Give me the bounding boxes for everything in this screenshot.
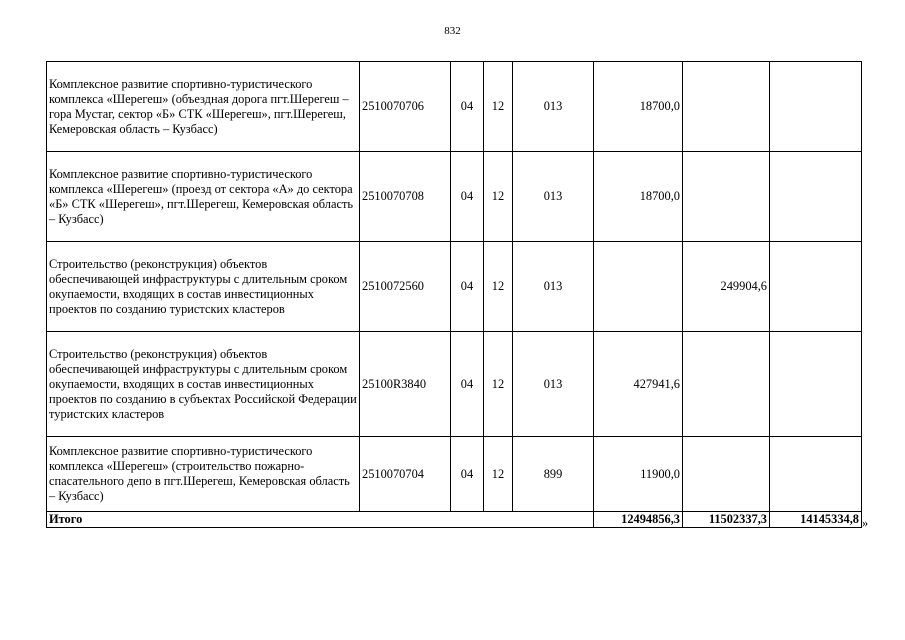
row-amount-year3: [770, 62, 862, 152]
row-name: Комплексное развитие спортивно-туристического комплекса «Шерегеш» (объездная дорога пгт.Шерегеш – гора Мустаг, сектор «Б» СТК «Шерегеш», пгт.Шерегеш, Кемеровская область – Кузбасс): [47, 62, 360, 152]
row-amount-year2: [683, 62, 770, 152]
total-year1: 12494856,3: [594, 512, 683, 528]
row-amount-year3: [770, 437, 862, 512]
row-subsection: 12: [484, 62, 513, 152]
table-row: [47, 332, 862, 437]
row-amount-year3: [770, 152, 862, 242]
row-section: 04: [451, 62, 484, 152]
row-code: 2510070704: [360, 437, 451, 512]
total-label: Итого: [47, 512, 594, 528]
row-amount-year2: [683, 437, 770, 512]
closing-quote: »: [862, 516, 869, 530]
row-name: Комплексное развитие спортивно-туристического комплекса «Шерегеш» (проезд от сектора «А» до сектора «Б» СТК «Шерегеш», пгт.Шерегеш, Кемеровская область – Кузбасс): [47, 152, 360, 242]
budget-table: [46, 61, 862, 528]
table-row: [47, 242, 862, 332]
row-subsection: 12: [484, 152, 513, 242]
row-code: 25100R3840: [360, 332, 451, 437]
row-amount-year1: 18700,0: [594, 62, 683, 152]
row-amount-year3: [770, 332, 862, 437]
row-amount-year2: 249904,6: [683, 242, 770, 332]
row-subsection: 12: [484, 242, 513, 332]
row-amount-year1: 18700,0: [594, 152, 683, 242]
total-year3: 14145334,8: [770, 512, 862, 528]
row-expense-type: 013: [513, 332, 594, 437]
row-expense-type: 013: [513, 242, 594, 332]
row-amount-year3: [770, 242, 862, 332]
page-number: 832: [444, 25, 461, 37]
row-section: 04: [451, 152, 484, 242]
row-code: 2510072560: [360, 242, 451, 332]
row-expense-type: 013: [513, 62, 594, 152]
row-amount-year1: [594, 242, 683, 332]
row-subsection: 12: [484, 437, 513, 512]
row-section: 04: [451, 242, 484, 332]
table-row: [47, 152, 862, 242]
row-name: Строительство (реконструкция) объектов обеспечивающей инфраструктуры с длительным сроком окупаемости, входящих в состав инвестиционных проектов по созданию туристских кластеров: [47, 242, 360, 332]
row-subsection: 12: [484, 332, 513, 437]
row-code: 2510070706: [360, 62, 451, 152]
row-name: Строительство (реконструкция) объектов обеспечивающей инфраструктуры с длительным сроком окупаемости, входящих в состав инвестиционных проектов по созданию в субъектах Российской Федерации туристских кластеров: [47, 332, 360, 437]
total-year2: 11502337,3: [683, 512, 770, 528]
row-amount-year1: 427941,6: [594, 332, 683, 437]
row-section: 04: [451, 332, 484, 437]
table-row: [47, 437, 862, 512]
row-amount-year2: [683, 332, 770, 437]
row-name: Комплексное развитие спортивно-туристического комплекса «Шерегеш» (строительство пожарно-спасательного депо в пгт.Шерегеш, Кемеровская область – Кузбасс): [47, 437, 360, 512]
row-expense-type: 899: [513, 437, 594, 512]
row-amount-year1: 11900,0: [594, 437, 683, 512]
row-code: 2510070708: [360, 152, 451, 242]
row-section: 04: [451, 437, 484, 512]
row-amount-year2: [683, 152, 770, 242]
total-row: [47, 512, 862, 528]
row-expense-type: 013: [513, 152, 594, 242]
table-row: [47, 62, 862, 152]
